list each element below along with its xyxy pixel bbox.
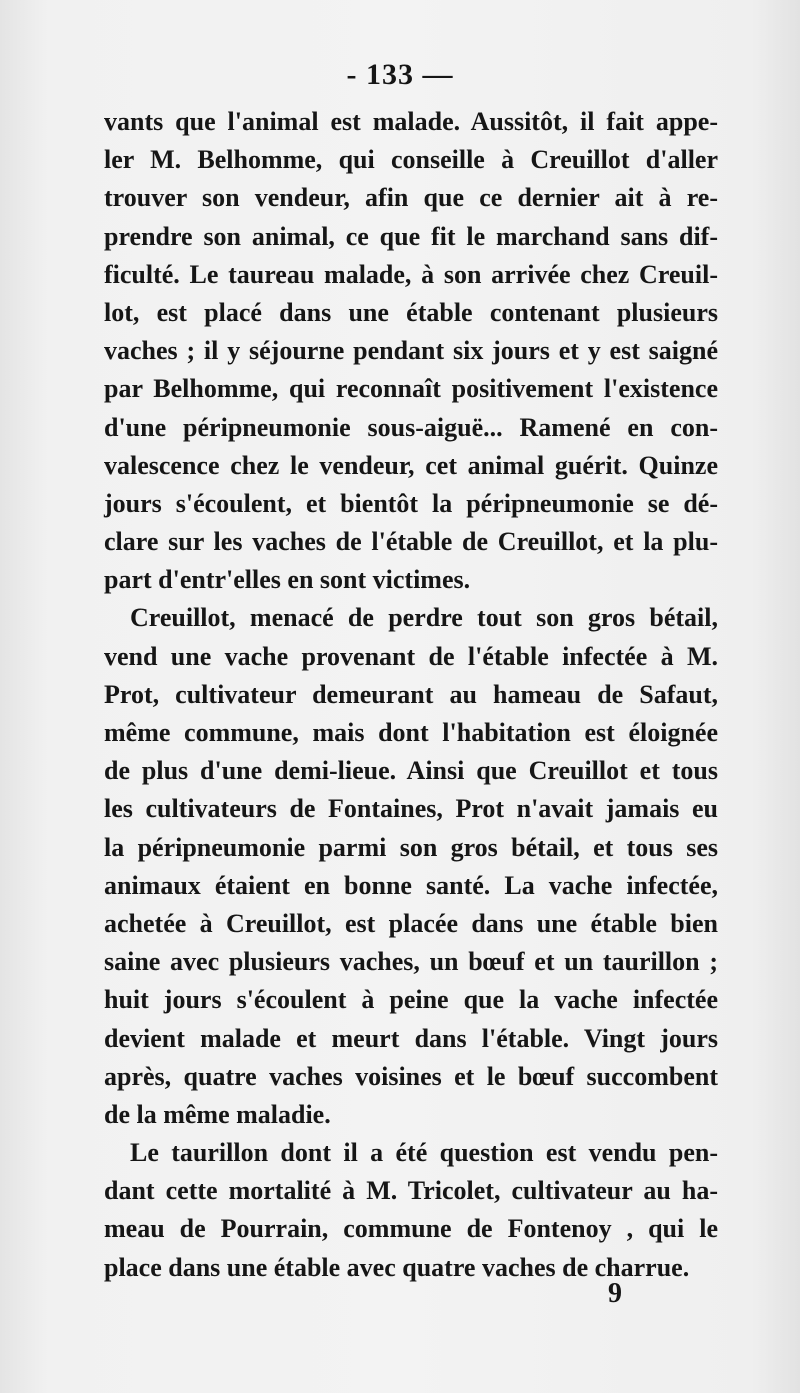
text-line: vaches ; il y séjourne pendant six jours et y est saigné <box>104 336 718 366</box>
text-line: saine avec plusieurs vaches, un bœuf et un taurillon ; <box>104 947 718 977</box>
text-line: achetée à Creuillot, est placée dans une étable bien <box>104 908 718 938</box>
text-line: par Belhomme, qui reconnaît positivement l'existence <box>104 374 718 404</box>
text-line: de plus d'une demi-lieue. Ainsi que Creuillot et tous <box>104 756 718 786</box>
text-line: trouver son vendeur, afin que ce dernier ait à re- <box>104 183 718 213</box>
text-line: place dans une étable avec quatre vaches de charrue. <box>104 1252 690 1282</box>
text-line: la péripneumonie parmi son gros bétail, et tous ses <box>104 832 718 862</box>
text-line: vants que l'animal est malade. Aussitôt, il fait appe- <box>104 107 718 136</box>
text-line: meau de Pourrain, commune de Fontenoy , qui le <box>104 1214 718 1244</box>
text-line: Prot, cultivateur demeurant au hameau de Safaut, <box>104 679 718 709</box>
text-line: animaux étaient en bonne santé. La vache infectée, <box>104 870 718 900</box>
text-line: valescence chez le vendeur, cet animal guérit. Quinze <box>104 450 718 480</box>
text-line: clare sur les vaches de l'étable de Creuillot, et la plu- <box>104 527 718 557</box>
signature-mark: 9 <box>608 1278 622 1309</box>
page-number-header: - 133 — <box>346 58 454 91</box>
text-line: ler M. Belhomme, qui conseille à Creuillot d'aller <box>104 145 718 175</box>
text-line: huit jours s'écoulent à peine que la vache infectée <box>104 985 718 1015</box>
page-body-text <box>104 103 718 1287</box>
text-line: devient malade et meurt dans l'étable. Vingt jours <box>104 1023 718 1053</box>
text-line: Le taurillon dont il a été question est vendu pen- <box>130 1138 718 1168</box>
text-line: lot, est placé dans une étable contenant plusieurs <box>104 297 718 327</box>
text-line: prendre son animal, ce que fit le marchand sans dif- <box>104 221 718 251</box>
text-line: après, quatre vaches voisines et le bœuf succombent <box>104 1061 718 1091</box>
text-line: jours s'écoulent, et bientôt la péripneumonie se dé- <box>104 488 718 518</box>
text-line: vend une vache provenant de l'étable infectée à M. <box>104 641 718 671</box>
text-line: Creuillot, menacé de perdre tout son gros bétail, <box>130 603 718 633</box>
text-line: même commune, mais dont l'habitation est éloignée <box>104 718 718 747</box>
text-line: part d'entr'elles en sont victimes. <box>104 565 471 595</box>
text-line: d'une péripneumonie sous-aiguë... Ramené en con- <box>104 412 718 442</box>
text-line: dant cette mortalité à M. Tricolet, cultivateur au ha- <box>104 1176 718 1206</box>
text-line: ficulté. Le taureau malade, à son arrivée chez Creuil- <box>104 259 718 289</box>
paragraph <box>104 103 718 599</box>
text-line: de la même maladie. <box>104 1099 331 1129</box>
text-line: les cultivateurs de Fontaines, Prot n'avait jamais eu <box>104 794 718 824</box>
paragraph <box>104 599 718 1134</box>
paragraph <box>104 1134 718 1287</box>
